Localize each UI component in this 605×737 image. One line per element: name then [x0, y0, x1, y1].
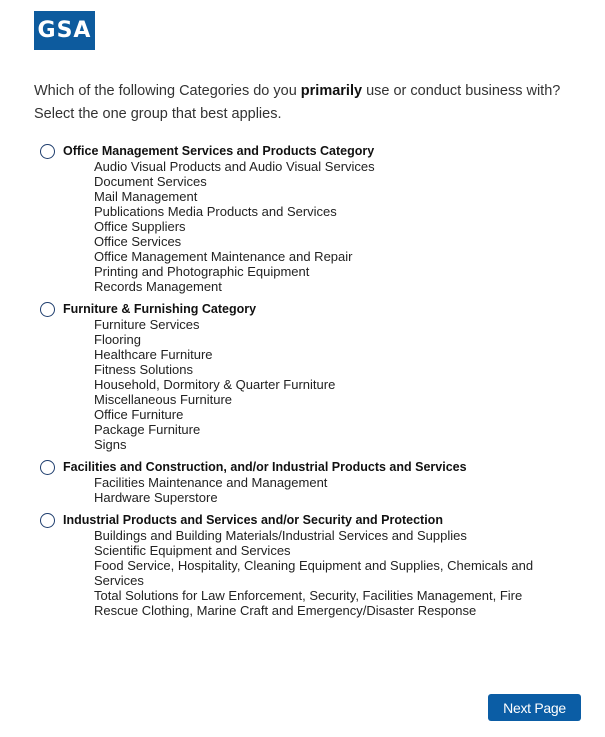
next-page-button[interactable]: Next Page: [488, 694, 581, 721]
subcategory-list: [94, 159, 549, 294]
category-radio-option[interactable]: [40, 459, 570, 475]
question-part: Which of the following Categories do you: [34, 83, 301, 99]
subcategory-item: Flooring: [94, 332, 141, 347]
subcategory-item: Miscellaneous Furniture: [94, 392, 233, 407]
category-option: [40, 301, 570, 452]
subcategory-item: Office Suppliers: [94, 219, 186, 234]
subcategory-item: Records Management: [94, 279, 222, 294]
category-option: [40, 512, 570, 618]
category-radio-option[interactable]: [40, 301, 570, 317]
category-option: [40, 459, 570, 505]
category-label[interactable]: Facilities and Construction, and/or Industrial Products and Services: [63, 460, 467, 474]
subcategory-item: Hardware Superstore: [94, 490, 218, 505]
subcategory-item: Facilities Maintenance and Management: [94, 475, 328, 490]
subcategory-item: Office Furniture: [94, 407, 184, 422]
subcategory-list: [94, 475, 549, 505]
category-radio-option[interactable]: [40, 143, 570, 159]
radio-button[interactable]: [40, 513, 55, 528]
subcategory-item: Audio Visual Products and Audio Visual Services: [94, 159, 375, 174]
subcategory-item: Signs: [94, 437, 127, 452]
category-option: [40, 143, 570, 294]
subcategory-list: [94, 528, 549, 618]
radio-button[interactable]: [40, 302, 55, 317]
subcategory-item: Publications Media Products and Services: [94, 204, 337, 219]
category-label[interactable]: Industrial Products and Services and/or Security and Protection: [63, 513, 443, 527]
subcategory-item: Office Management Maintenance and Repair: [94, 249, 353, 264]
subcategory-item: Printing and Photographic Equipment: [94, 264, 310, 279]
subcategory-item: Buildings and Building Materials/Industrial Services and Supplies: [94, 528, 467, 543]
radio-button[interactable]: [40, 144, 55, 159]
subcategory-item: Document Services: [94, 174, 207, 189]
subcategory-item: Office Services: [94, 234, 182, 249]
question-instruction: Select the one group that best applies.: [34, 106, 282, 122]
subcategory-item: Furniture Services: [94, 317, 200, 332]
subcategory-item: Food Service, Hospitality, Cleaning Equipment and Supplies, Chemicals and Services: [94, 558, 534, 588]
category-radio-option[interactable]: [40, 512, 570, 528]
subcategory-item: Package Furniture: [94, 422, 201, 437]
subcategory-list: [94, 317, 549, 452]
radio-button[interactable]: [40, 460, 55, 475]
subcategory-item: Fitness Solutions: [94, 362, 193, 377]
category-label[interactable]: Furniture & Furnishing Category: [63, 302, 257, 316]
question-text: [34, 80, 594, 126]
category-radio-group: [40, 143, 570, 625]
subcategory-item: Household, Dormitory & Quarter Furniture: [94, 377, 336, 392]
question-emphasis: primarily: [300, 83, 363, 99]
question-part: use or conduct business with?: [362, 83, 561, 99]
subcategory-item: Scientific Equipment and Services: [94, 543, 291, 558]
gsa-logo: GSA: [34, 11, 95, 50]
subcategory-item: Healthcare Furniture: [94, 347, 213, 362]
category-label[interactable]: Office Management Services and Products Category: [63, 144, 375, 158]
subcategory-item: Total Solutions for Law Enforcement, Security, Facilities Management, Fire Rescue Clothing, Marine Craft and Emergency/Disaster Response: [94, 588, 523, 618]
subcategory-item: Mail Management: [94, 189, 198, 204]
